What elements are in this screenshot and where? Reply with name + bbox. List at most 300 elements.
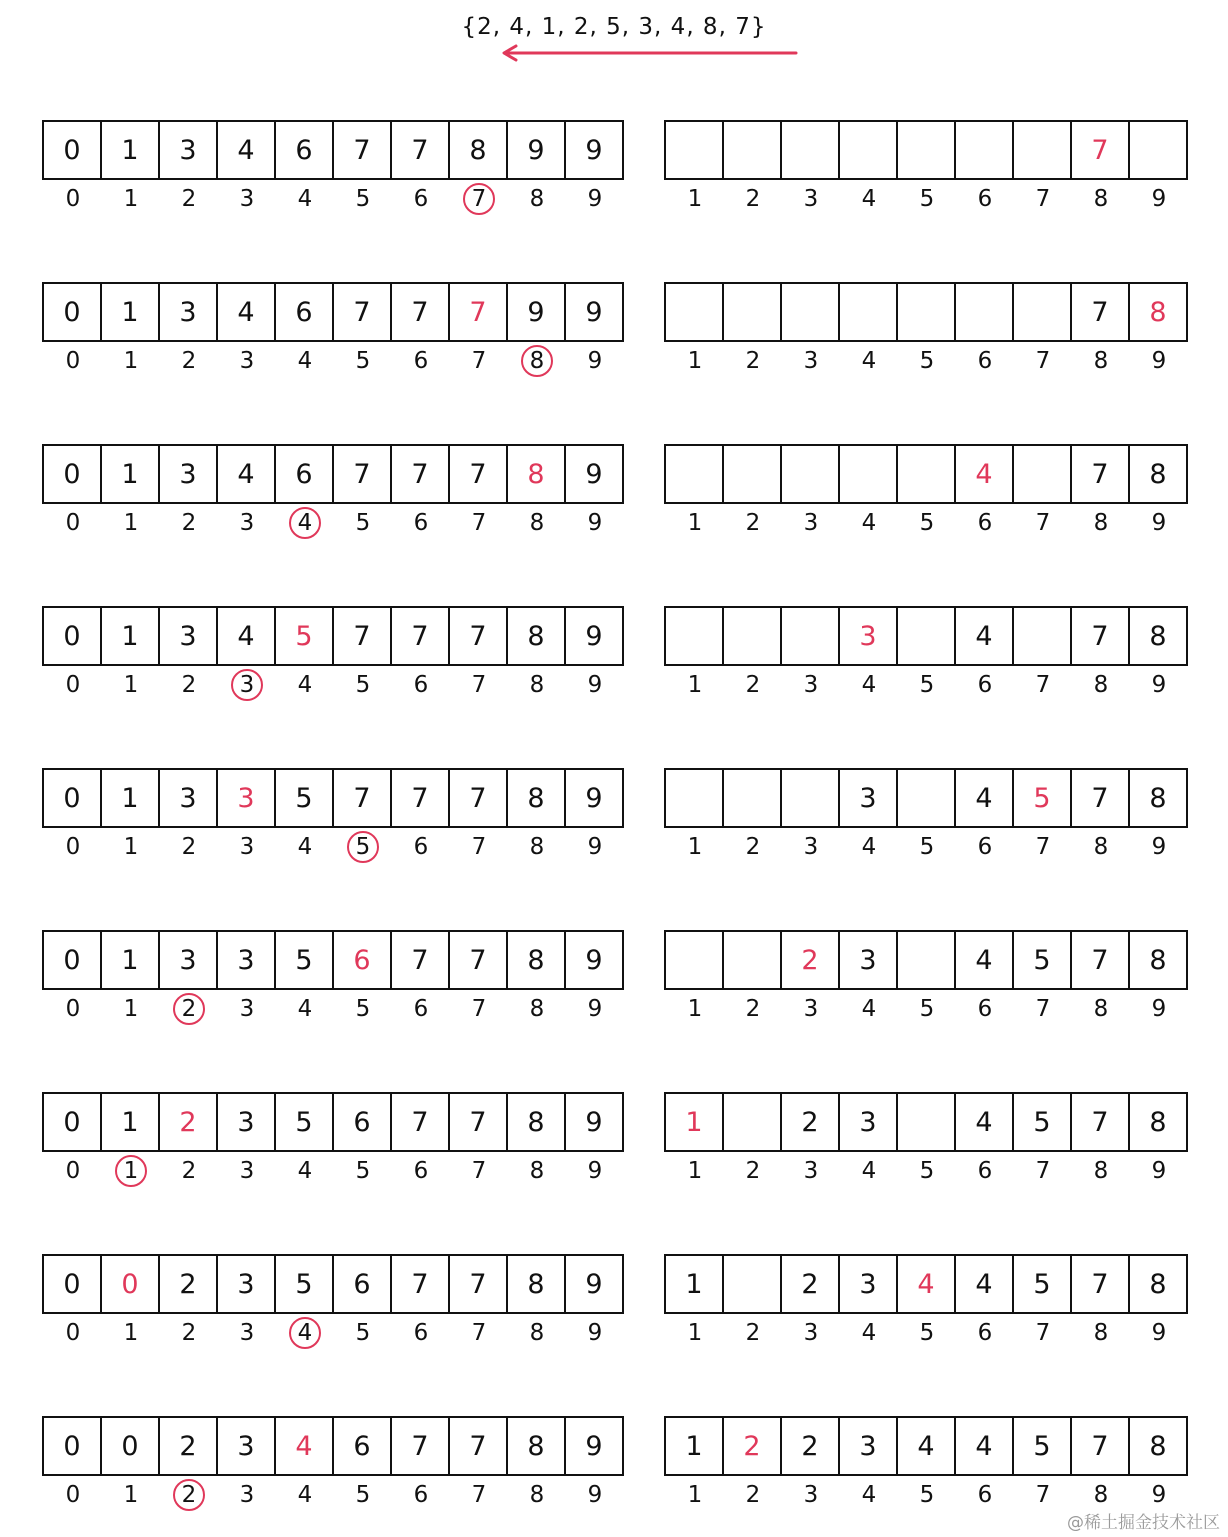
index-value: 7 bbox=[471, 672, 487, 698]
index-label: 3 bbox=[803, 1158, 819, 1184]
placed-cell bbox=[954, 284, 1012, 340]
index-label: 7 bbox=[1035, 186, 1051, 212]
index-label bbox=[566, 506, 624, 540]
index-label: 2 bbox=[745, 996, 761, 1022]
placed-cell: 8 bbox=[1128, 284, 1186, 340]
output-cell: 3 bbox=[216, 770, 274, 826]
placed-cell bbox=[722, 608, 780, 664]
index-label: 9 bbox=[1151, 510, 1167, 536]
index-value: 3 bbox=[239, 186, 255, 212]
index-label bbox=[218, 182, 276, 216]
index-label bbox=[334, 992, 392, 1026]
output-cell: 1 bbox=[100, 770, 158, 826]
output-cell: 7 bbox=[332, 446, 390, 502]
index-label bbox=[44, 1316, 102, 1350]
placed-cell: 7 bbox=[1070, 1094, 1128, 1150]
output-array bbox=[42, 1092, 624, 1152]
index-value: 5 bbox=[355, 348, 371, 374]
output-cell: 3 bbox=[216, 1418, 274, 1474]
output-cell: 4 bbox=[216, 122, 274, 178]
placed-index-row bbox=[666, 668, 1188, 702]
output-cell: 8 bbox=[506, 1418, 564, 1474]
output-cell: 4 bbox=[274, 1418, 332, 1474]
output-cell: 8 bbox=[506, 1094, 564, 1150]
placed-index-row bbox=[666, 1316, 1188, 1350]
step-row bbox=[0, 120, 1228, 220]
index-label bbox=[392, 992, 450, 1026]
index-label bbox=[508, 506, 566, 540]
output-cell: 0 bbox=[100, 1256, 158, 1312]
placed-cell bbox=[1012, 446, 1070, 502]
placed-cell bbox=[838, 284, 896, 340]
placed-cell: 8 bbox=[1128, 608, 1186, 664]
output-cell: 9 bbox=[564, 1094, 622, 1150]
index-label bbox=[392, 506, 450, 540]
index-value: 2 bbox=[173, 1479, 205, 1511]
placed-cell bbox=[1012, 608, 1070, 664]
index-value: 6 bbox=[413, 1482, 429, 1508]
index-label: 6 bbox=[977, 996, 993, 1022]
index-label bbox=[450, 668, 508, 702]
index-value: 6 bbox=[413, 186, 429, 212]
output-cell: 6 bbox=[274, 284, 332, 340]
index-label: 8 bbox=[1093, 186, 1109, 212]
placed-cell bbox=[896, 284, 954, 340]
index-label bbox=[160, 668, 218, 702]
output-cell: 7 bbox=[332, 122, 390, 178]
placed-cell bbox=[896, 122, 954, 178]
index-label: 6 bbox=[977, 510, 993, 536]
index-label bbox=[334, 1478, 392, 1512]
output-cell: 6 bbox=[332, 1256, 390, 1312]
index-value: 1 bbox=[123, 1482, 139, 1508]
placed-cell bbox=[954, 122, 1012, 178]
output-index-row bbox=[44, 1154, 624, 1188]
placed-index-row bbox=[666, 1478, 1188, 1512]
index-label: 5 bbox=[919, 1158, 935, 1184]
output-cell: 1 bbox=[100, 1094, 158, 1150]
index-value: 2 bbox=[181, 186, 197, 212]
index-value: 9 bbox=[587, 672, 603, 698]
output-index-row bbox=[44, 992, 624, 1026]
index-label bbox=[566, 830, 624, 864]
placed-cell: 3 bbox=[838, 770, 896, 826]
index-label bbox=[44, 1478, 102, 1512]
placed-cell bbox=[666, 770, 722, 826]
placed-cell bbox=[722, 932, 780, 988]
placed-array bbox=[664, 1416, 1188, 1476]
index-label: 8 bbox=[1093, 672, 1109, 698]
index-value: 3 bbox=[239, 510, 255, 536]
output-cell: 8 bbox=[506, 446, 564, 502]
index-value: 8 bbox=[529, 510, 545, 536]
output-cell: 0 bbox=[63, 458, 81, 490]
index-value: 5 bbox=[355, 1158, 371, 1184]
output-cell: 9 bbox=[506, 284, 564, 340]
index-label: 4 bbox=[861, 186, 877, 212]
output-cell: 0 bbox=[63, 1430, 81, 1462]
circled-index-label bbox=[160, 992, 218, 1026]
index-value: 8 bbox=[529, 1482, 545, 1508]
index-value: 5 bbox=[355, 996, 371, 1022]
output-array bbox=[42, 606, 624, 666]
output-cell: 5 bbox=[274, 770, 332, 826]
index-value: 4 bbox=[297, 1158, 313, 1184]
index-label bbox=[44, 506, 102, 540]
output-cell: 7 bbox=[448, 446, 506, 502]
index-value: 9 bbox=[587, 1482, 603, 1508]
output-array bbox=[42, 282, 624, 342]
index-label bbox=[276, 992, 334, 1026]
index-value: 2 bbox=[181, 1158, 197, 1184]
placed-cell: 7 bbox=[1070, 1256, 1128, 1312]
output-cell: 6 bbox=[332, 1418, 390, 1474]
index-label: 9 bbox=[1151, 834, 1167, 860]
output-cell: 5 bbox=[274, 1094, 332, 1150]
placed-index-row bbox=[666, 344, 1188, 378]
index-label: 3 bbox=[803, 672, 819, 698]
output-cell: 3 bbox=[158, 608, 216, 664]
index-label: 2 bbox=[745, 1482, 761, 1508]
placed-array bbox=[664, 1254, 1188, 1314]
index-label bbox=[276, 182, 334, 216]
index-value: 5 bbox=[347, 831, 379, 863]
watermark: @稀土掘金技术社区 bbox=[1067, 1513, 1220, 1533]
index-label bbox=[392, 668, 450, 702]
index-value: 9 bbox=[587, 996, 603, 1022]
index-label: 5 bbox=[919, 1482, 935, 1508]
output-cell: 7 bbox=[448, 1418, 506, 1474]
index-value: 1 bbox=[115, 1155, 147, 1187]
index-value: 1 bbox=[123, 672, 139, 698]
index-label bbox=[44, 344, 102, 378]
placed-cell bbox=[780, 446, 838, 502]
output-cell: 5 bbox=[274, 932, 332, 988]
output-cell: 9 bbox=[564, 284, 622, 340]
index-label bbox=[450, 1478, 508, 1512]
index-label bbox=[450, 830, 508, 864]
index-value: 1 bbox=[123, 186, 139, 212]
index-label: 2 bbox=[745, 1320, 761, 1346]
index-value: 4 bbox=[297, 186, 313, 212]
index-label bbox=[508, 1316, 566, 1350]
placed-cell: 2 bbox=[780, 1094, 838, 1150]
index-label: 6 bbox=[977, 672, 993, 698]
output-index-row bbox=[44, 668, 624, 702]
index-label bbox=[392, 182, 450, 216]
placed-cell: 3 bbox=[838, 608, 896, 664]
index-label: 1 bbox=[687, 1158, 703, 1184]
index-label bbox=[392, 1478, 450, 1512]
index-label: 1 bbox=[687, 510, 703, 536]
placed-cell: 3 bbox=[838, 932, 896, 988]
placed-cell: 1 bbox=[685, 1430, 703, 1462]
index-label: 5 bbox=[919, 1320, 935, 1346]
index-label bbox=[508, 668, 566, 702]
output-array bbox=[42, 1254, 624, 1314]
index-value: 3 bbox=[239, 834, 255, 860]
placed-cell: 2 bbox=[722, 1418, 780, 1474]
output-cell: 7 bbox=[448, 932, 506, 988]
placed-cell: 7 bbox=[1070, 122, 1128, 178]
placed-cell: 7 bbox=[1070, 932, 1128, 988]
index-label: 2 bbox=[745, 834, 761, 860]
output-cell: 2 bbox=[158, 1418, 216, 1474]
index-value: 8 bbox=[529, 186, 545, 212]
index-label: 3 bbox=[803, 1320, 819, 1346]
index-label bbox=[566, 992, 624, 1026]
index-value: 4 bbox=[289, 1317, 321, 1349]
index-value: 0 bbox=[65, 1158, 81, 1184]
index-label bbox=[218, 344, 276, 378]
placed-cell: 3 bbox=[838, 1418, 896, 1474]
index-label bbox=[450, 992, 508, 1026]
index-label bbox=[44, 182, 102, 216]
index-value: 6 bbox=[413, 996, 429, 1022]
index-label: 9 bbox=[1151, 1320, 1167, 1346]
placed-index-row bbox=[666, 506, 1188, 540]
placed-array bbox=[664, 444, 1188, 504]
placed-cell bbox=[722, 1256, 780, 1312]
placed-array bbox=[664, 930, 1188, 990]
index-value: 1 bbox=[123, 510, 139, 536]
output-cell: 7 bbox=[390, 608, 448, 664]
index-label bbox=[450, 1154, 508, 1188]
index-value: 9 bbox=[587, 348, 603, 374]
circled-index-label bbox=[450, 182, 508, 216]
index-label: 5 bbox=[919, 510, 935, 536]
index-value: 0 bbox=[65, 672, 81, 698]
output-cell: 6 bbox=[332, 1094, 390, 1150]
index-label bbox=[334, 1316, 392, 1350]
index-value: 1 bbox=[123, 834, 139, 860]
index-value: 5 bbox=[355, 510, 371, 536]
index-value: 9 bbox=[587, 1158, 603, 1184]
circled-index-label bbox=[276, 1316, 334, 1350]
placed-cell bbox=[896, 446, 954, 502]
index-value: 2 bbox=[181, 672, 197, 698]
index-label: 9 bbox=[1151, 996, 1167, 1022]
index-label bbox=[160, 1154, 218, 1188]
output-cell: 5 bbox=[274, 608, 332, 664]
output-cell: 4 bbox=[216, 446, 274, 502]
output-cell: 7 bbox=[390, 932, 448, 988]
index-label bbox=[566, 668, 624, 702]
index-value: 7 bbox=[471, 1482, 487, 1508]
output-cell: 1 bbox=[100, 446, 158, 502]
index-value: 7 bbox=[471, 1158, 487, 1184]
index-label bbox=[392, 1154, 450, 1188]
output-cell: 1 bbox=[100, 284, 158, 340]
placed-cell: 4 bbox=[954, 770, 1012, 826]
placed-cell: 8 bbox=[1128, 1418, 1186, 1474]
index-label: 1 bbox=[687, 186, 703, 212]
output-cell: 9 bbox=[564, 608, 622, 664]
index-value: 9 bbox=[587, 186, 603, 212]
index-label: 4 bbox=[861, 996, 877, 1022]
placed-cell bbox=[666, 932, 722, 988]
index-label: 8 bbox=[1093, 834, 1109, 860]
placed-cell: 5 bbox=[1012, 1094, 1070, 1150]
output-cell: 3 bbox=[216, 1094, 274, 1150]
index-label: 7 bbox=[1035, 348, 1051, 374]
index-value: 8 bbox=[529, 834, 545, 860]
index-value: 0 bbox=[65, 996, 81, 1022]
index-label: 1 bbox=[687, 1482, 703, 1508]
index-label bbox=[218, 1154, 276, 1188]
index-label bbox=[566, 344, 624, 378]
index-value: 8 bbox=[529, 1320, 545, 1346]
placed-cell: 1 bbox=[685, 1106, 703, 1138]
placed-cell: 8 bbox=[1128, 770, 1186, 826]
placed-cell bbox=[666, 122, 722, 178]
index-label bbox=[276, 1154, 334, 1188]
placed-cell bbox=[722, 1094, 780, 1150]
index-value: 7 bbox=[471, 996, 487, 1022]
left-arrow-icon bbox=[0, 0, 1228, 80]
index-value: 8 bbox=[529, 996, 545, 1022]
index-label bbox=[218, 992, 276, 1026]
index-value: 5 bbox=[355, 672, 371, 698]
index-label: 4 bbox=[861, 348, 877, 374]
index-value: 1 bbox=[123, 1320, 139, 1346]
output-array bbox=[42, 1416, 624, 1476]
circled-index-label bbox=[334, 830, 392, 864]
index-label bbox=[102, 506, 160, 540]
index-label: 7 bbox=[1035, 1320, 1051, 1346]
output-cell: 7 bbox=[448, 1256, 506, 1312]
output-cell: 7 bbox=[448, 608, 506, 664]
index-label: 3 bbox=[803, 186, 819, 212]
index-value: 6 bbox=[413, 510, 429, 536]
index-label: 7 bbox=[1035, 834, 1051, 860]
index-label: 5 bbox=[919, 834, 935, 860]
index-value: 0 bbox=[65, 834, 81, 860]
output-cell: 2 bbox=[158, 1094, 216, 1150]
index-label bbox=[44, 830, 102, 864]
index-label bbox=[160, 182, 218, 216]
placed-cell bbox=[1012, 284, 1070, 340]
placed-index-row bbox=[666, 992, 1188, 1026]
index-value: 3 bbox=[239, 1158, 255, 1184]
index-value: 4 bbox=[297, 834, 313, 860]
output-cell: 7 bbox=[390, 284, 448, 340]
index-label: 5 bbox=[919, 186, 935, 212]
index-value: 3 bbox=[239, 1482, 255, 1508]
placed-cell: 5 bbox=[1012, 1256, 1070, 1312]
output-cell: 4 bbox=[216, 284, 274, 340]
index-label bbox=[334, 182, 392, 216]
output-cell: 3 bbox=[158, 122, 216, 178]
index-value: 2 bbox=[181, 1320, 197, 1346]
output-array bbox=[42, 768, 624, 828]
index-value: 2 bbox=[181, 834, 197, 860]
index-value: 7 bbox=[471, 834, 487, 860]
index-label: 9 bbox=[1151, 672, 1167, 698]
output-cell: 7 bbox=[448, 770, 506, 826]
placed-cell: 4 bbox=[954, 1418, 1012, 1474]
index-value: 3 bbox=[239, 348, 255, 374]
index-label: 3 bbox=[803, 510, 819, 536]
placed-cell: 4 bbox=[954, 1094, 1012, 1150]
placed-cell: 4 bbox=[954, 932, 1012, 988]
index-value: 2 bbox=[181, 348, 197, 374]
index-label: 1 bbox=[687, 834, 703, 860]
index-label: 5 bbox=[919, 672, 935, 698]
placed-cell bbox=[780, 608, 838, 664]
output-cell: 9 bbox=[564, 932, 622, 988]
circled-index-label bbox=[276, 506, 334, 540]
index-value: 5 bbox=[355, 1482, 371, 1508]
index-label bbox=[102, 344, 160, 378]
output-cell: 7 bbox=[390, 446, 448, 502]
index-label: 7 bbox=[1035, 510, 1051, 536]
output-cell: 6 bbox=[332, 932, 390, 988]
index-label: 6 bbox=[977, 1482, 993, 1508]
output-cell: 0 bbox=[63, 782, 81, 814]
output-cell: 7 bbox=[448, 284, 506, 340]
step-row bbox=[0, 1416, 1228, 1516]
index-label: 3 bbox=[803, 348, 819, 374]
index-label bbox=[566, 182, 624, 216]
placed-cell: 2 bbox=[780, 1256, 838, 1312]
index-value: 4 bbox=[297, 1482, 313, 1508]
index-value: 7 bbox=[471, 1320, 487, 1346]
output-cell: 9 bbox=[564, 770, 622, 826]
index-label: 3 bbox=[803, 1482, 819, 1508]
output-cell: 2 bbox=[158, 1256, 216, 1312]
index-label bbox=[218, 830, 276, 864]
index-label: 9 bbox=[1151, 1158, 1167, 1184]
index-value: 3 bbox=[231, 669, 263, 701]
index-value: 2 bbox=[173, 993, 205, 1025]
placed-cell bbox=[838, 122, 896, 178]
placed-array bbox=[664, 606, 1188, 666]
output-cell: 7 bbox=[390, 1418, 448, 1474]
output-cell: 9 bbox=[506, 122, 564, 178]
index-label bbox=[334, 506, 392, 540]
index-label: 6 bbox=[977, 834, 993, 860]
index-label bbox=[566, 1478, 624, 1512]
output-cell: 3 bbox=[158, 770, 216, 826]
index-label bbox=[276, 830, 334, 864]
placed-cell: 4 bbox=[896, 1256, 954, 1312]
index-value: 4 bbox=[297, 996, 313, 1022]
index-value: 4 bbox=[297, 348, 313, 374]
index-label: 4 bbox=[861, 1482, 877, 1508]
circled-index-label bbox=[102, 1154, 160, 1188]
placed-array bbox=[664, 120, 1188, 180]
placed-array bbox=[664, 768, 1188, 828]
index-label bbox=[160, 830, 218, 864]
index-value: 5 bbox=[355, 1320, 371, 1346]
index-label bbox=[160, 344, 218, 378]
index-label: 6 bbox=[977, 186, 993, 212]
index-label: 4 bbox=[861, 834, 877, 860]
step-row bbox=[0, 444, 1228, 544]
placed-index-row bbox=[666, 1154, 1188, 1188]
index-value: 9 bbox=[587, 510, 603, 536]
index-label: 8 bbox=[1093, 348, 1109, 374]
output-cell: 3 bbox=[158, 284, 216, 340]
placed-cell: 4 bbox=[896, 1418, 954, 1474]
circled-index-label bbox=[218, 668, 276, 702]
output-cell: 0 bbox=[100, 1418, 158, 1474]
output-cell: 9 bbox=[564, 1256, 622, 1312]
index-label: 2 bbox=[745, 348, 761, 374]
index-label bbox=[102, 1478, 160, 1512]
index-label: 8 bbox=[1093, 1482, 1109, 1508]
